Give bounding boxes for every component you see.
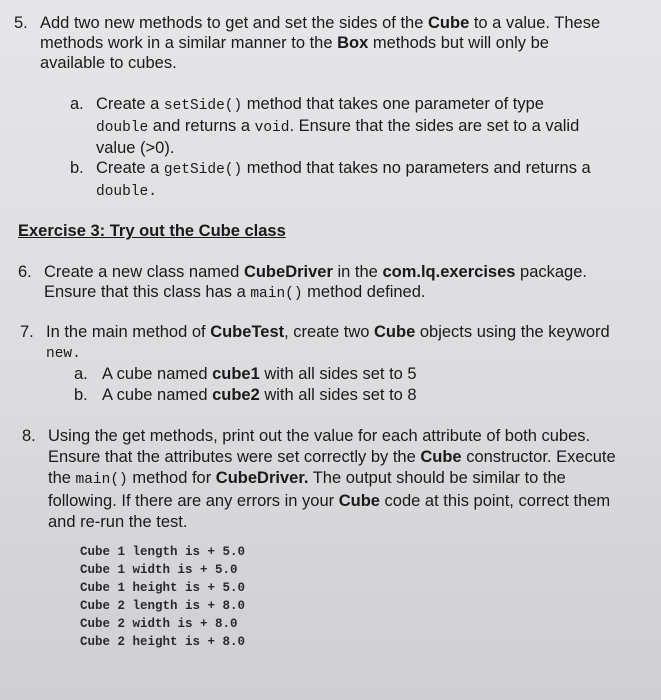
item-7-number: 7. xyxy=(20,323,34,341)
item-8-line-3: the main() method for CubeDriver. The output should be similar to the xyxy=(48,469,566,488)
item-7-line-2: new. xyxy=(46,346,81,362)
output-line: Cube 2 length is + 8.0 xyxy=(80,599,246,613)
item-7b-label: b. xyxy=(74,386,88,404)
item-6-line-1: Create a new class named CubeDriver in the com.lq.exercises package. xyxy=(44,263,587,281)
item-6-line-2: Ensure that this class has a main() method defined. xyxy=(44,283,426,302)
item-7a-label: a. xyxy=(74,365,88,383)
console-output xyxy=(80,543,245,651)
item-5b-line-2: double. xyxy=(96,184,157,200)
item-7b-text: A cube named cube2 with all sides set to 8 xyxy=(102,386,417,404)
item-5b-line-1: Create a getSide() method that takes no parameters and returns a xyxy=(96,159,591,178)
output-line: Cube 1 length is + 5.0 xyxy=(80,545,246,559)
item-5a-line-2: double and returns a void. Ensure that the sides are set to a valid xyxy=(96,117,580,136)
item-5-number: 5. xyxy=(14,14,28,32)
item-8-line-2: Ensure that the attributes were set correctly by the Cube constructor. Execute xyxy=(48,448,616,466)
item-5-line-3: available to cubes. xyxy=(40,54,177,72)
item-5a-line-3: value (>0). xyxy=(96,139,175,157)
item-5b-label: b. xyxy=(70,159,84,177)
output-line: Cube 1 height is + 5.0 xyxy=(80,581,246,595)
output-line: Cube 2 width is + 8.0 xyxy=(80,617,238,631)
item-5a-line-1: Create a setSide() method that takes one parameter of type xyxy=(96,95,544,114)
output-line: Cube 2 height is + 8.0 xyxy=(80,635,246,649)
item-8-number: 8. xyxy=(22,427,36,445)
item-5a-label: a. xyxy=(70,95,84,113)
item-7-line-1: In the main method of CubeTest, create two Cube objects using the keyword xyxy=(46,323,610,341)
output-line: Cube 1 width is + 5.0 xyxy=(80,563,238,577)
item-5-line-2: methods work in a similar manner to the Box methods but will only be xyxy=(40,34,549,52)
item-8-line-5: and re-run the test. xyxy=(48,513,188,531)
item-5-line-1: Add two new methods to get and set the sides of the Cube to a value. These xyxy=(40,14,601,32)
item-7a-text: A cube named cube1 with all sides set to 5 xyxy=(102,365,417,383)
item-6-number: 6. xyxy=(18,263,32,281)
item-8-line-1: Using the get methods, print out the value for each attribute of both cubes. xyxy=(48,427,591,445)
exercise-heading: Exercise 3: Try out the Cube class xyxy=(18,222,286,240)
item-8-line-4: following. If there are any errors in your Cube code at this point, correct them xyxy=(48,492,611,510)
